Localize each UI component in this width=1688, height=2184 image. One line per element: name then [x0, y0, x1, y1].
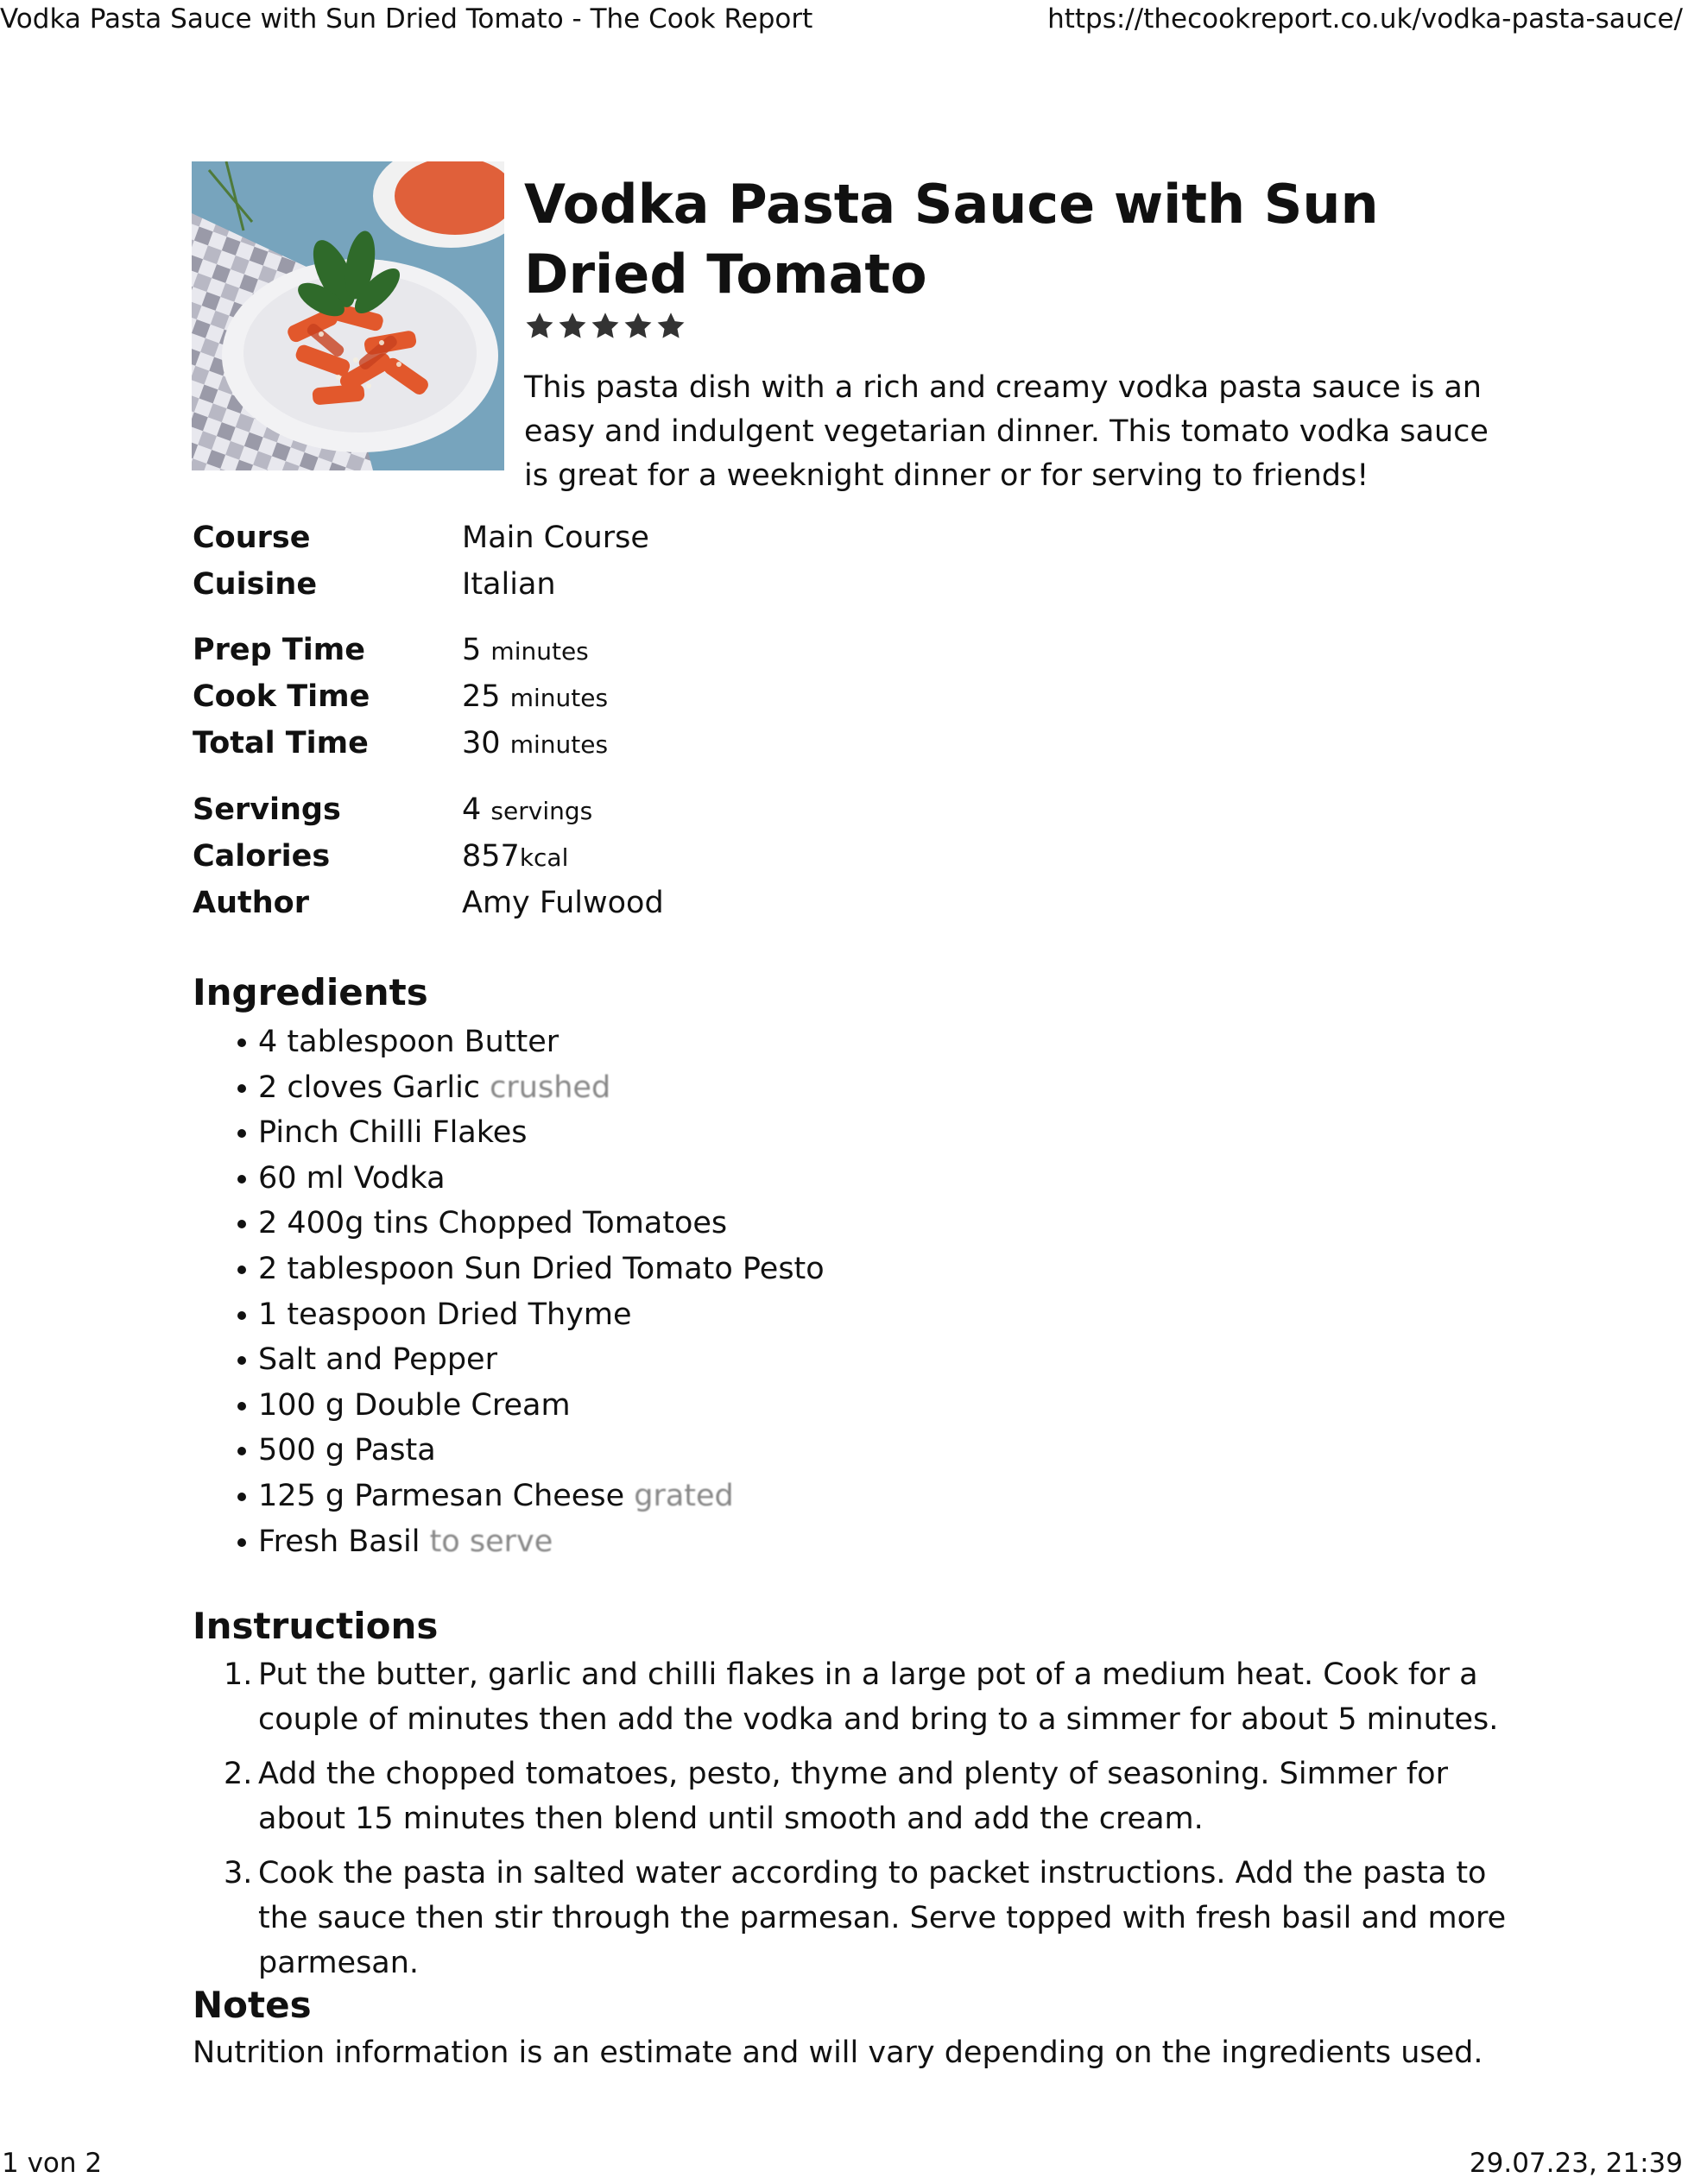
recipe-summary: This pasta dish with a rich and creamy vodka pasta sauce is an easy and indulgent vegetarian dinner. This tomato vodka sauce is great for a weeknight dinner or for serving to friends!	[524, 370, 1489, 493]
recipe-title: Vodka Pasta Sauce with Sun Dried Tomato	[524, 173, 1379, 306]
instructions-heading: Instructions	[193, 1605, 439, 1647]
step-number: 2.	[224, 1757, 253, 1791]
cook-time-label: Cook Time	[193, 679, 370, 714]
instruction-step	[193, 1752, 1522, 1841]
star-icon	[623, 311, 654, 342]
star-icon	[655, 311, 686, 342]
print-footer-datetime: 29.07.23, 21:39	[1469, 2148, 1683, 2179]
servings-label: Servings	[193, 792, 341, 827]
cook-time-value: 25 minutes	[462, 679, 609, 714]
step-number: 1.	[224, 1657, 253, 1692]
ingredients-heading: Ingredients	[193, 971, 428, 1013]
star-icon	[524, 311, 555, 342]
star-rating	[524, 311, 686, 352]
print-header-title: Vodka Pasta Sauce with Sun Dried Tomato - The Cook Report	[0, 3, 813, 35]
step-number: 3.	[224, 1856, 253, 1890]
ingredient-item: 500 g Pasta	[193, 1428, 825, 1474]
step-text: Cook the pasta in salted water according to packet instructions. Add the pasta to the sauce then stir through the parmesan. Serve topped with fresh basil and more parmesan.	[258, 1856, 1507, 1980]
instruction-step	[193, 1652, 1522, 1742]
servings-value: 4 servings	[462, 792, 593, 827]
cuisine-value: Italian	[462, 567, 556, 602]
ingredient-item: 4 tablespoon Butter	[193, 1019, 825, 1065]
ingredient-item: Pinch Chilli Flakes	[193, 1110, 825, 1156]
cuisine-label: Cuisine	[193, 567, 318, 602]
ingredient-item: 60 ml Vodka	[193, 1156, 825, 1202]
author-label: Author	[193, 886, 309, 920]
author-value: Amy Fulwood	[462, 886, 664, 920]
prep-time-label: Prep Time	[193, 633, 365, 667]
instructions-list	[193, 1652, 1522, 1995]
ingredient-note: grated	[634, 1478, 734, 1513]
recipe-photo	[192, 161, 504, 470]
ingredient-note: to serve	[429, 1524, 553, 1559]
calories-label: Calories	[193, 839, 331, 874]
calories-value: 857kcal	[462, 839, 569, 874]
print-footer-page: 1 von 2	[2, 2148, 103, 2179]
step-text: Add the chopped tomatoes, pesto, thyme and plenty of seasoning. Simmer for about 15 minutes then blend until smooth and add the cream.	[258, 1757, 1448, 1836]
ingredient-item: 1 teaspoon Dried Thyme	[193, 1292, 825, 1338]
star-icon	[557, 311, 588, 342]
ingredient-note: crushed	[490, 1070, 611, 1105]
instruction-step	[193, 1851, 1522, 1985]
notes-text: Nutrition information is an estimate and will vary depending on the ingredients used.	[193, 2036, 1483, 2070]
star-icon	[590, 311, 621, 342]
course-label: Course	[193, 521, 311, 555]
ingredient-item: Fresh Basil to serve	[193, 1519, 825, 1565]
print-header-url: https://thecookreport.co.uk/vodka-pasta-sauce/	[1047, 3, 1683, 35]
prep-time-value: 5 minutes	[462, 633, 589, 667]
ingredient-item: 125 g Parmesan Cheese grated	[193, 1474, 825, 1519]
ingredient-item: 2 cloves Garlic crushed	[193, 1065, 825, 1111]
course-value: Main Course	[462, 521, 649, 555]
ingredient-item: Salt and Pepper	[193, 1337, 825, 1383]
step-text: Put the butter, garlic and chilli flakes in a large pot of a medium heat. Cook for a couple of minutes then add the vodka and bring to a simmer for about 5 minutes.	[258, 1657, 1499, 1737]
total-time-value: 30 minutes	[462, 726, 609, 761]
ingredient-item: 2 400g tins Chopped Tomatoes	[193, 1201, 825, 1247]
ingredient-item: 100 g Double Cream	[193, 1383, 825, 1429]
notes-heading: Notes	[193, 1984, 312, 2026]
total-time-label: Total Time	[193, 726, 369, 761]
ingredient-item: 2 tablespoon Sun Dried Tomato Pesto	[193, 1247, 825, 1292]
ingredients-list	[193, 1019, 825, 1564]
